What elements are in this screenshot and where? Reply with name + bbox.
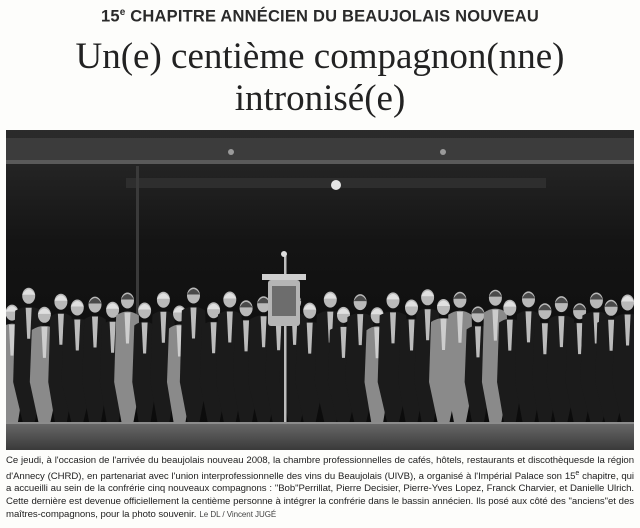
kicker-ordinal: e — [119, 7, 126, 18]
group-photo-image — [6, 130, 634, 450]
headline-line-2: intronisé(e) — [234, 78, 406, 119]
headline-line-1: Un(e) centième compagnon(nne) — [75, 36, 565, 77]
kicker-text: CHAPITRE ANNÉCIEN DU BEAUJOLAIS NOUVEAU — [125, 7, 540, 26]
article-kicker — [0, 7, 640, 27]
light-pole — [136, 166, 139, 326]
group-photo — [6, 130, 634, 450]
kicker-number: 15 — [100, 7, 120, 26]
photo-credit: Le DL / Vincent JUGÉ — [199, 509, 277, 519]
caption-text-1: Ce jeudi, à l'occasion de l'arrivée du beaujolais nouveau 2008, la chambre professionnelles de cafés, hôtels, restaurants et discothèquesde la région d'Annecy (CHRD), en partenariat avec l'union interprofessionnelle des vins du Beaujolais (UIVB), a organisé à l'Impérial Palace son — [6, 455, 634, 482]
ceiling-trim — [6, 160, 634, 164]
caption-ordinal-sup: e — [575, 469, 580, 477]
ceiling-light-right — [440, 149, 446, 155]
article-headline — [0, 36, 640, 120]
caption-text-2: chapitre, qui a accueilli au sein de la confrérie cinq nouveaux compagnons : "Bob"Perrillat, Pierre Decisier, Pierre-Yves Lopez, Franck Charvier, et Danielle Ulrich. Cette dernière est devenue officiellement la centième personne à intégrer la confrérie dans le bassin annécien. Ils posé aux côté des "anciens"et des maîtres-compagnons, pour la photo souvenir. — [6, 470, 634, 520]
caption-ordinal: 15 — [564, 470, 576, 482]
ceiling-light-left — [228, 149, 234, 155]
stage-floor — [6, 422, 634, 450]
photo-caption — [6, 455, 634, 521]
ceiling-beam — [6, 138, 634, 160]
stage-edge — [6, 422, 634, 424]
spotlight — [331, 180, 341, 190]
